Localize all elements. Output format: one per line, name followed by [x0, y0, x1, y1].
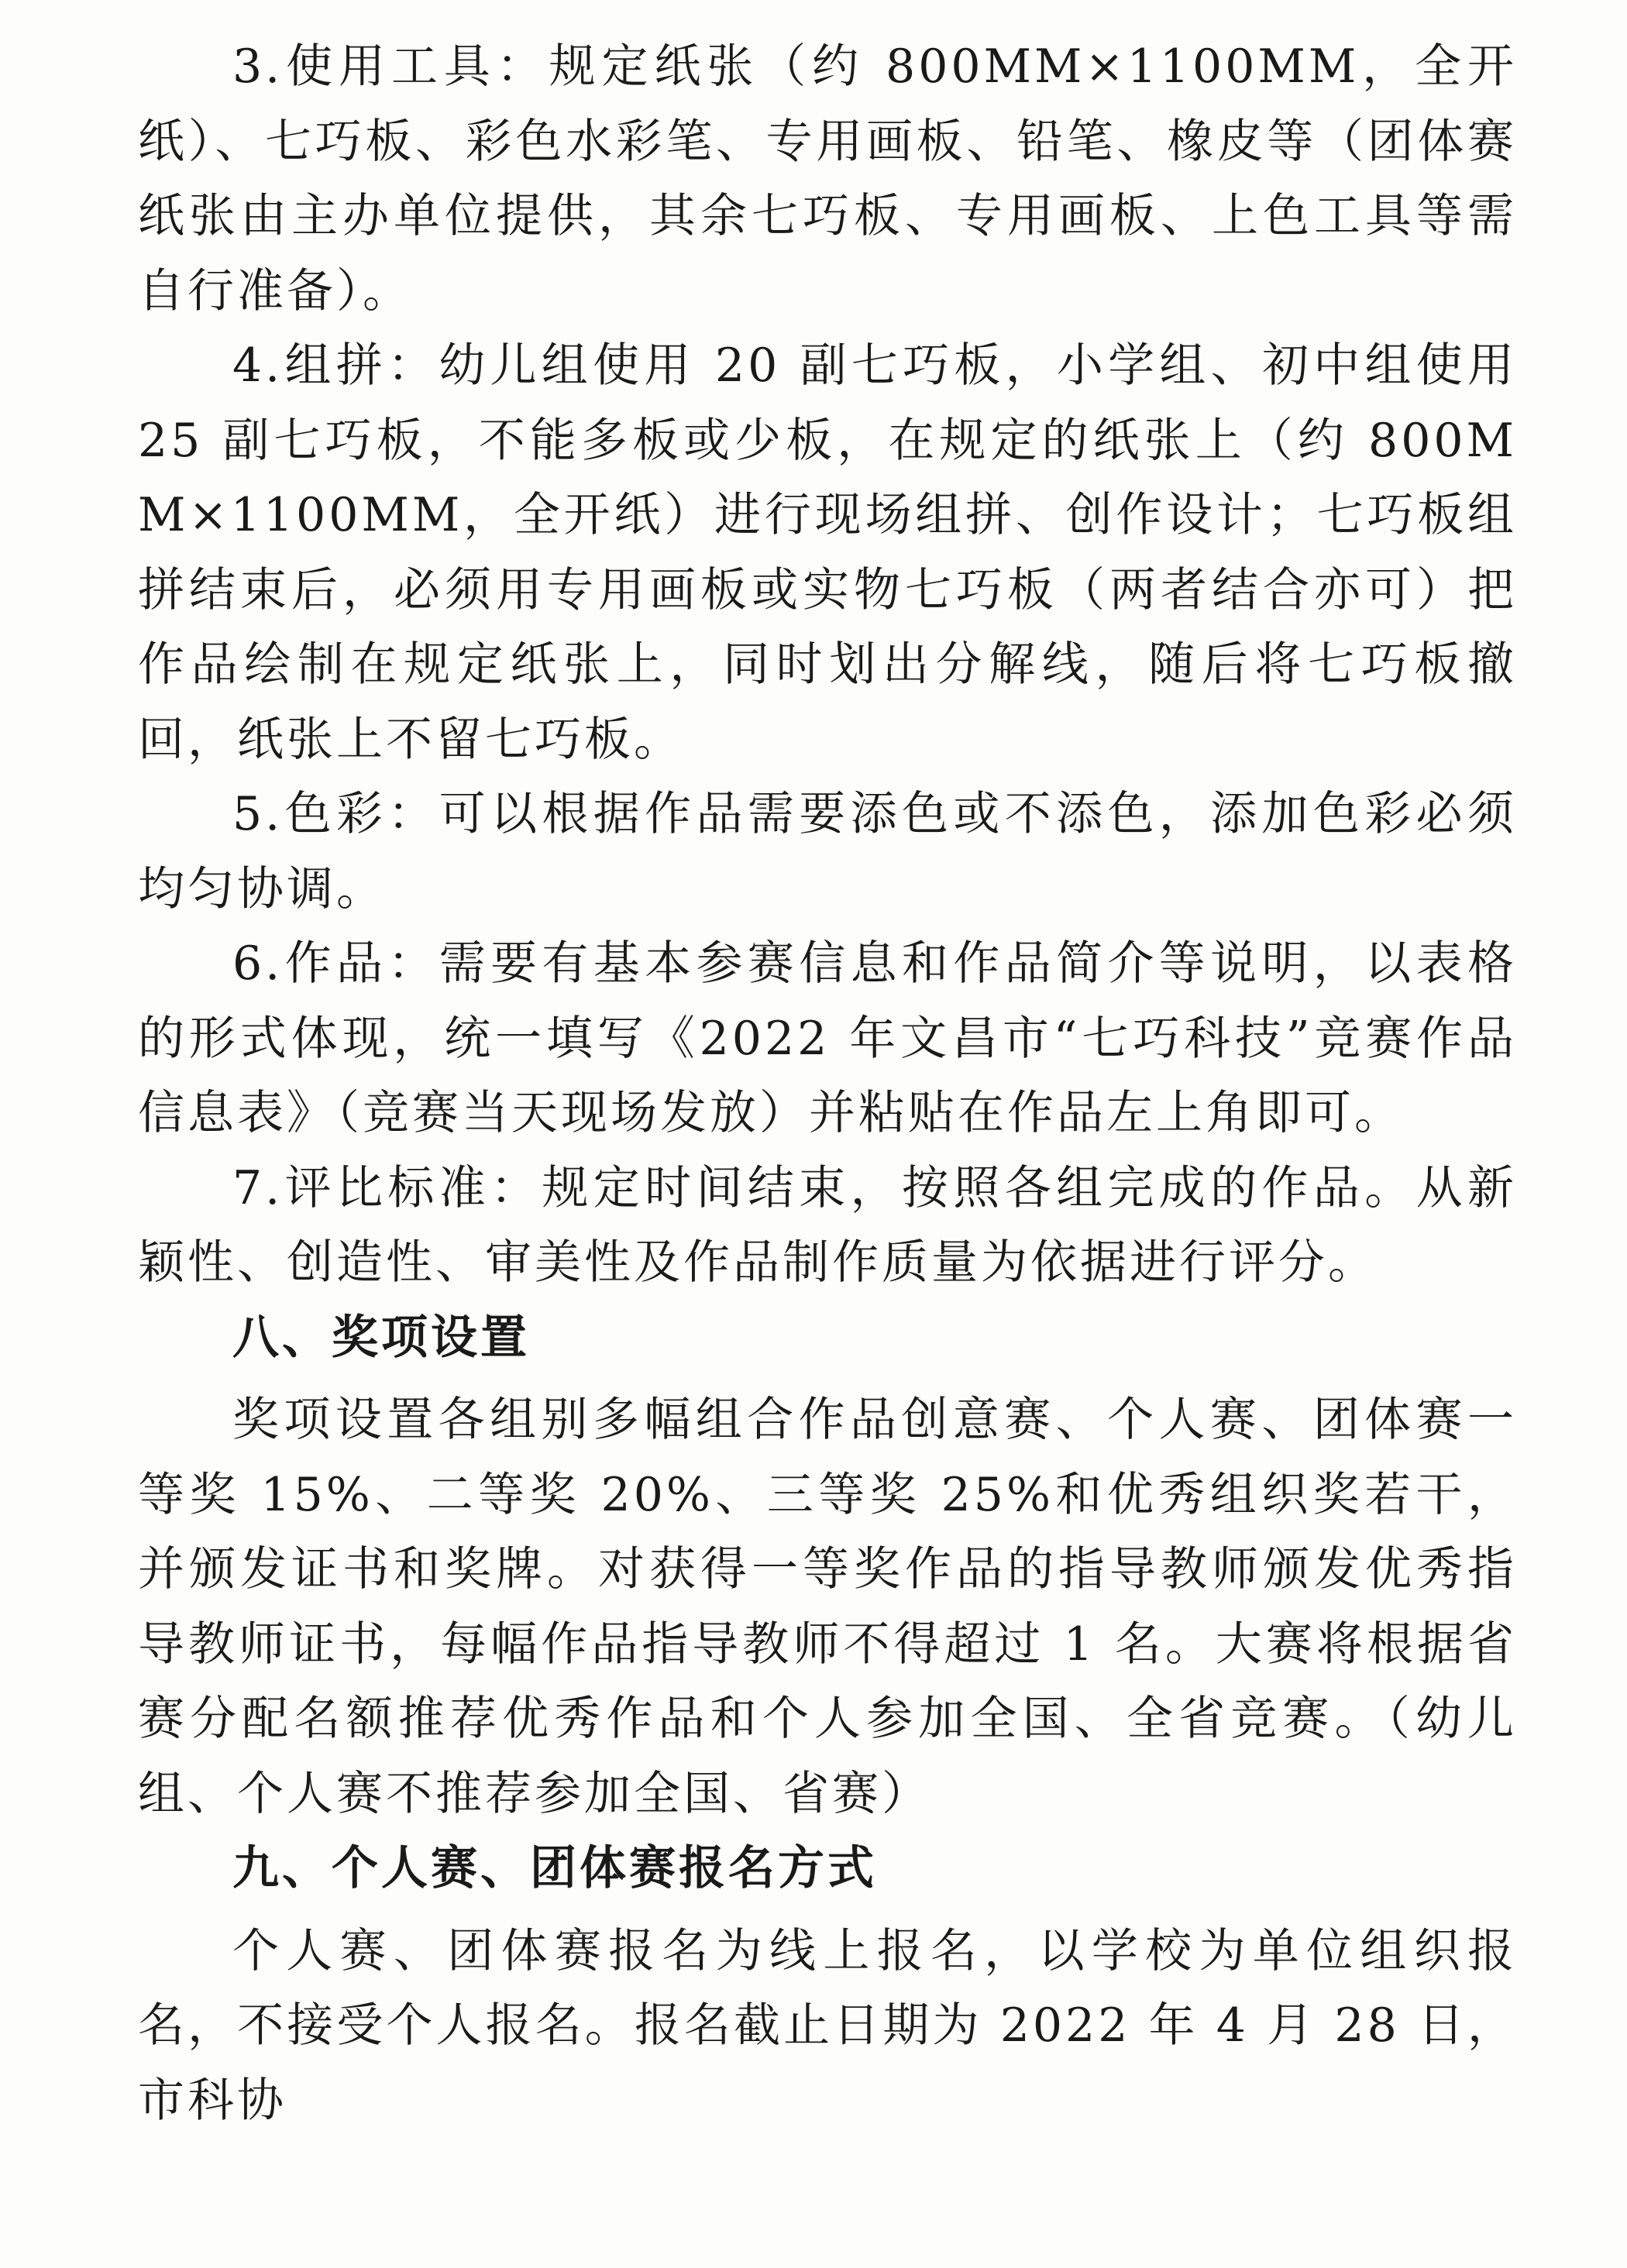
paragraph-assembly: 4.组拼：幼儿组使用 20 副七巧板，小学组、初中组使用 25 副七巧板，不能多板或少板，在规定的纸张上（约 800MM×1100MM，全开纸）进行现场组拼、创作设计；七巧板组拼结束后，必须用专用画板或实物七巧板（两者结合亦可）把作品绘制在规定纸张上，同时划出分解线，随后将七巧板撤回，纸张上不留七巧板。 — [138, 338, 1517, 767]
paragraph-tools: 3.使用工具：规定纸张（约 800MM×1100MM，全开纸）、七巧板、彩色水彩笔、专用画板、铅笔、橡皮等（团体赛纸张由主办单位提供，其余七巧板、专用画板、上色工具等需自行准备）。 — [138, 40, 1517, 318]
section-heading-registration: 九、个人赛、团体赛报名方式 — [232, 1841, 877, 1895]
document-body — [138, 29, 1517, 2138]
paragraph-works: 6.作品：需要有基本参赛信息和作品简介等说明，以表格的形式体现，统一填写《2022 年文昌市“七巧科技”竞赛作品信息表》（竞赛当天现场发放）并粘贴在作品左上角即可。 — [138, 936, 1517, 1140]
paragraph-color: 5.色彩：可以根据作品需要添色或不添色，添加色彩必须均匀协调。 — [138, 787, 1517, 916]
section-heading-awards: 八、奖项设置 — [232, 1310, 530, 1365]
paragraph-awards: 奖项设置各组别多幅组合作品创意赛、个人赛、团体赛一等奖 15%、二等奖 20%、三等奖 25%和优秀组织奖若干，并颁发证书和奖牌。对获得一等奖作品的指导教师颁发优秀指导教师证书，每幅作品指导教师不得超过 1 名。大赛将根据省赛分配名额推荐优秀作品和个人参加全国、全省竞赛。（幼儿组、个人赛不推荐参加全国、省赛） — [138, 1393, 1517, 1821]
paragraph-criteria: 7.评比标准：规定时间结束，按照各组完成的作品。从新颖性、创造性、审美性及作品制作质量为依据进行评分。 — [138, 1160, 1517, 1290]
paragraph-registration: 个人赛、团体赛报名为线上报名，以学校为单位组织报名，不接受个人报名。报名截止日期为 2022 年 4 月 28 日，市科协 — [138, 1923, 1517, 2128]
